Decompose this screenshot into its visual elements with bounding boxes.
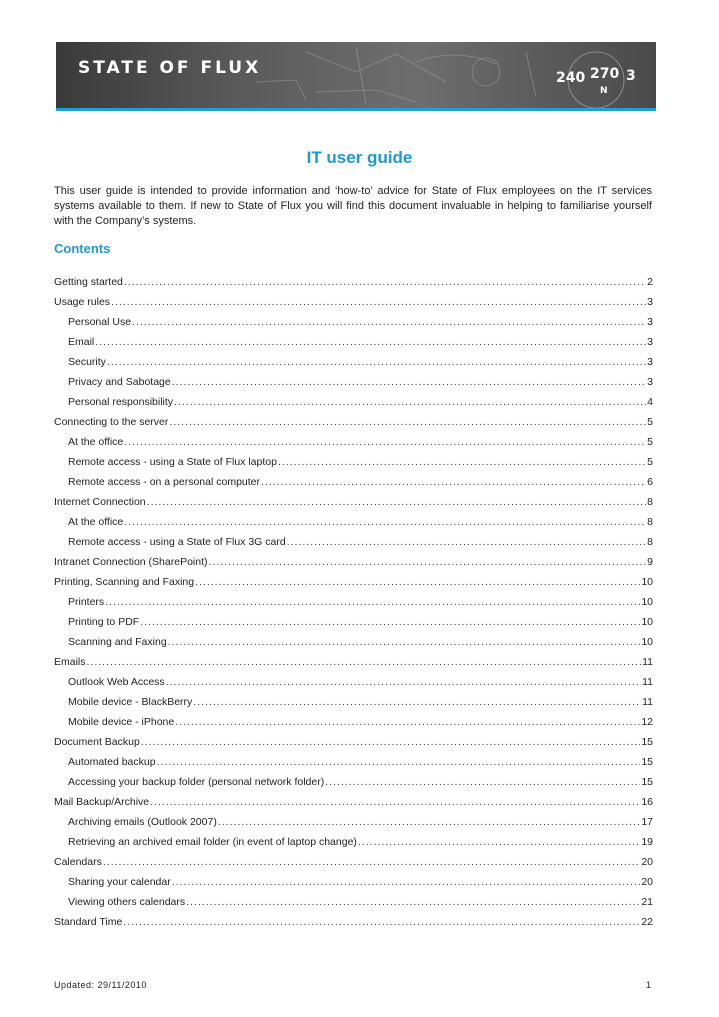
toc-entry[interactable] <box>54 496 653 516</box>
toc-entry-page: 15 <box>641 756 653 768</box>
toc-entry-page: 5 <box>647 436 653 448</box>
table-of-contents <box>54 276 653 936</box>
contents-heading: Contents <box>54 241 111 256</box>
toc-entry-page: 8 <box>647 516 653 528</box>
toc-entry[interactable] <box>54 556 653 576</box>
toc-leader-dots <box>218 816 640 828</box>
toc-entry[interactable] <box>54 616 653 636</box>
toc-entry-title: Security <box>68 356 106 368</box>
toc-entry[interactable] <box>54 356 653 376</box>
toc-entry-page: 3 <box>647 336 653 348</box>
toc-entry-page: 10 <box>641 596 653 608</box>
toc-leader-dots <box>141 736 641 748</box>
toc-entry-page: 19 <box>641 836 653 848</box>
toc-leader-dots <box>168 636 641 648</box>
dial-label-n: N <box>600 86 608 96</box>
footer-page-number: 1 <box>646 980 652 990</box>
toc-leader-dots <box>325 776 640 788</box>
toc-entry-title: Mobile device - BlackBerry <box>68 696 193 708</box>
toc-entry[interactable] <box>54 416 653 436</box>
toc-leader-dots <box>95 336 646 348</box>
toc-entry-title: Automated backup <box>68 756 156 768</box>
toc-leader-dots <box>124 516 646 528</box>
toc-entry-page: 5 <box>647 456 653 468</box>
toc-entry-title: Scanning and Faxing <box>68 636 167 648</box>
toc-entry-title: Sharing your calendar <box>68 876 171 888</box>
toc-entry[interactable] <box>54 896 653 916</box>
toc-entry[interactable] <box>54 696 653 716</box>
toc-leader-dots <box>174 396 646 408</box>
toc-leader-dots <box>157 756 641 768</box>
toc-entry-title: Printing, Scanning and Faxing <box>54 576 195 588</box>
toc-leader-dots <box>278 456 646 468</box>
toc-leader-dots <box>123 916 640 928</box>
toc-leader-dots <box>150 796 640 808</box>
toc-leader-dots <box>166 676 641 688</box>
toc-entry-title: Mail Backup/Archive <box>54 796 150 808</box>
toc-entry[interactable] <box>54 756 653 776</box>
toc-entry-title: Printing to PDF <box>68 616 140 628</box>
toc-entry[interactable] <box>54 376 653 396</box>
toc-leader-dots <box>287 536 646 548</box>
toc-leader-dots <box>195 576 640 588</box>
toc-leader-dots <box>111 296 646 308</box>
toc-leader-dots <box>132 316 646 328</box>
toc-entry-page: 2 <box>647 276 653 288</box>
toc-entry-title: Remote access - using a State of Flux laptop <box>68 456 277 468</box>
toc-entry-title: Printers <box>68 596 105 608</box>
toc-leader-dots <box>169 416 646 428</box>
footer-updated-date: Updated: 29/11/2010 <box>54 980 147 990</box>
toc-entry-page: 22 <box>641 916 653 928</box>
toc-entry-title: Personal responsibility <box>68 396 174 408</box>
toc-entry[interactable] <box>54 716 653 736</box>
company-logo: STATE OF FLUX <box>78 58 262 78</box>
toc-leader-dots <box>193 696 641 708</box>
toc-entry-title: Calendars <box>54 856 102 868</box>
toc-entry-page: 17 <box>641 816 653 828</box>
toc-entry-page: 3 <box>647 356 653 368</box>
toc-leader-dots <box>186 896 640 908</box>
intro-paragraph: This user guide is intended to provide information and ‘how-to’ advice for State of Flux employees on the IT services systems available to them. If new to State of Flux you will find this document invaluable in helping to familiarise yourself with the Company’s systems. <box>54 185 652 227</box>
toc-entry[interactable] <box>54 536 653 556</box>
document-title: IT user guide <box>306 148 413 167</box>
toc-entry-title: Intranet Connection (SharePoint) <box>54 556 208 568</box>
dial-label-270: 270 <box>590 66 620 82</box>
toc-entry-page: 3 <box>647 376 653 388</box>
toc-entry-page: 11 <box>642 696 653 708</box>
toc-entry-page: 11 <box>642 676 653 688</box>
toc-entry-title: Remote access - on a personal computer <box>68 476 261 488</box>
toc-leader-dots <box>105 596 640 608</box>
toc-entry[interactable] <box>54 316 653 336</box>
toc-leader-dots <box>172 376 646 388</box>
toc-leader-dots <box>175 716 640 728</box>
toc-entry-title: Outlook Web Access <box>68 676 165 688</box>
toc-entry[interactable] <box>54 856 653 876</box>
toc-entry-page: 15 <box>641 736 653 748</box>
toc-entry-title: At the office <box>68 436 124 448</box>
toc-entry-page: 15 <box>641 776 653 788</box>
toc-entry-title: Mobile device - iPhone <box>68 716 175 728</box>
toc-entry[interactable] <box>54 436 653 456</box>
toc-entry-title: Connecting to the server <box>54 416 169 428</box>
toc-entry-page: 6 <box>647 476 653 488</box>
toc-entry-page: 3 <box>647 316 653 328</box>
toc-leader-dots <box>209 556 647 568</box>
toc-entry-title: Email <box>68 336 95 348</box>
toc-entry[interactable] <box>54 876 653 896</box>
toc-leader-dots <box>172 876 641 888</box>
toc-entry-page: 8 <box>647 496 653 508</box>
toc-leader-dots <box>261 476 646 488</box>
toc-entry[interactable] <box>54 656 653 676</box>
toc-entry-title: Archiving emails (Outlook 2007) <box>68 816 217 828</box>
toc-entry-title: Viewing others calendars <box>68 896 186 908</box>
toc-entry-page: 16 <box>641 796 653 808</box>
toc-entry-title: Usage rules <box>54 296 111 308</box>
toc-leader-dots <box>140 616 640 628</box>
toc-entry[interactable] <box>54 396 653 416</box>
toc-entry[interactable] <box>54 816 653 836</box>
toc-entry[interactable] <box>54 836 653 856</box>
toc-entry-page: 10 <box>641 616 653 628</box>
toc-entry-title: Getting started <box>54 276 123 288</box>
toc-entry[interactable] <box>54 516 653 536</box>
toc-entry-page: 20 <box>641 856 653 868</box>
toc-entry-title: Retrieving an archived email folder (in event of laptop change) <box>68 836 357 848</box>
toc-entry[interactable] <box>54 676 653 696</box>
toc-entry-title: Internet Connection <box>54 496 146 508</box>
toc-leader-dots <box>358 836 640 848</box>
banner-accent-bar <box>56 108 656 111</box>
toc-entry-page: 10 <box>641 636 653 648</box>
toc-leader-dots <box>107 356 646 368</box>
toc-entry[interactable] <box>54 796 653 816</box>
toc-entry-title: Remote access - using a State of Flux 3G card <box>68 536 286 548</box>
toc-entry-title: At the office <box>68 516 124 528</box>
toc-entry[interactable] <box>54 636 653 656</box>
toc-entry[interactable] <box>54 276 653 296</box>
toc-entry-page: 5 <box>647 416 653 428</box>
toc-entry-title: Accessing your backup folder (personal network folder) <box>68 776 325 788</box>
toc-entry-title: Standard Time <box>54 916 123 928</box>
toc-entry-page: 8 <box>647 536 653 548</box>
toc-leader-dots <box>147 496 647 508</box>
toc-entry-title: Document Backup <box>54 736 140 748</box>
toc-entry-page: 11 <box>642 656 653 668</box>
toc-leader-dots <box>87 656 642 668</box>
toc-leader-dots <box>103 856 640 868</box>
toc-entry[interactable] <box>54 916 653 936</box>
toc-entry-page: 9 <box>647 556 653 568</box>
toc-entry-page: 20 <box>641 876 653 888</box>
toc-entry[interactable] <box>54 296 653 316</box>
toc-entry[interactable] <box>54 776 653 796</box>
toc-entry-page: 21 <box>641 896 653 908</box>
toc-entry[interactable] <box>54 736 653 756</box>
toc-leader-dots <box>124 276 646 288</box>
compass-dial-graphic <box>556 66 636 96</box>
toc-entry[interactable] <box>54 456 653 476</box>
toc-entry[interactable] <box>54 336 653 356</box>
toc-entry[interactable] <box>54 576 653 596</box>
toc-leader-dots <box>124 436 646 448</box>
toc-entry-page: 4 <box>647 396 653 408</box>
toc-entry[interactable] <box>54 476 653 496</box>
toc-entry-page: 3 <box>647 296 653 308</box>
toc-entry-title: Personal Use <box>68 316 132 328</box>
toc-entry-page: 10 <box>641 576 653 588</box>
toc-entry-page: 12 <box>641 716 653 728</box>
dial-label-3: 3 <box>626 68 636 84</box>
toc-entry[interactable] <box>54 596 653 616</box>
toc-entry-title: Emails <box>54 656 86 668</box>
header-banner <box>56 42 656 110</box>
toc-entry-title: Privacy and Sabotage <box>68 376 171 388</box>
dial-label-240: 240 <box>556 70 586 86</box>
